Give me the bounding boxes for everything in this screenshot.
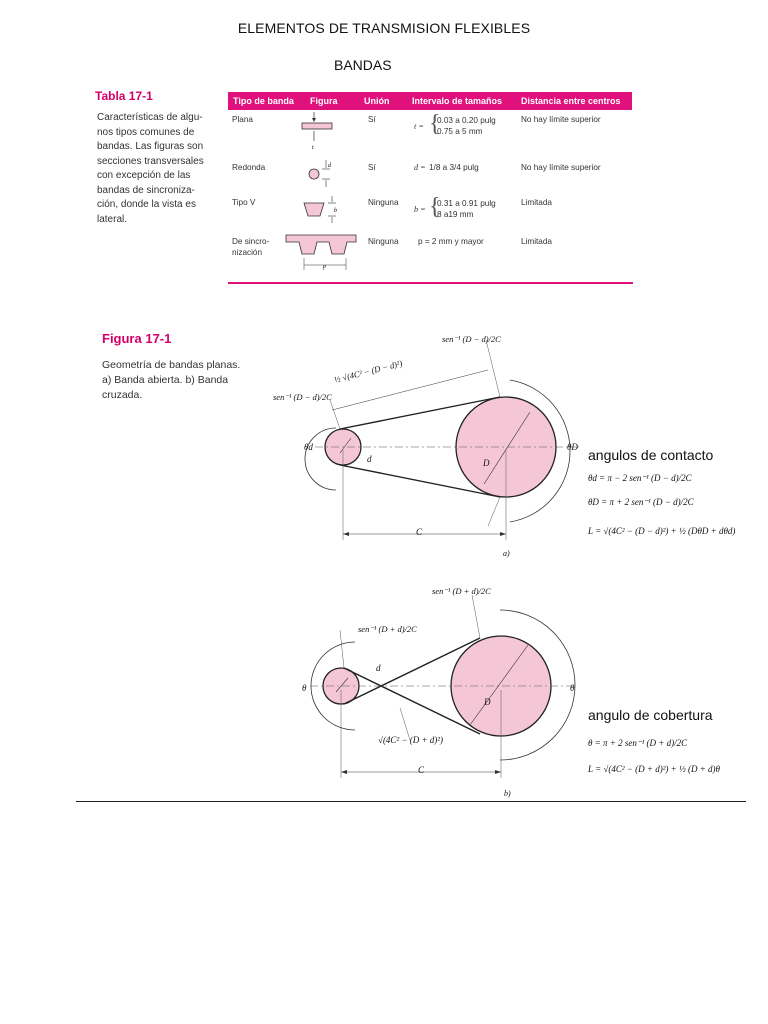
crossed-sub-label: b): [504, 789, 511, 798]
row-redonda-intervalo: 1/8 a 3/4 pulg: [429, 163, 479, 172]
page-title: ELEMENTOS DE TRANSMISION FLEXIBLES: [237, 20, 531, 36]
crossed-dim-left: sen⁻¹ (D + d)/2C: [358, 624, 417, 634]
page-subtitle: BANDAS: [334, 57, 392, 73]
row-plana-distancia: No hay límite superior: [521, 115, 601, 124]
open-dim-left: sen⁻¹ (D − d)/2C: [273, 392, 332, 402]
row-tipov-var: b =: [414, 205, 426, 214]
open-label-C: C: [416, 527, 423, 537]
crossed-label-D: D: [484, 697, 491, 707]
crossed-belt-diagram: [300, 580, 590, 790]
row-redonda-distancia: No hay límite superior: [521, 163, 601, 172]
table-figures: [228, 110, 358, 282]
open-sub-label: a): [503, 549, 510, 558]
timing-belt-figure: [286, 235, 356, 270]
table-header-tipo: Tipo de banda: [233, 96, 294, 106]
figure-caption-title: Figura 17-1: [102, 331, 172, 346]
round-belt-figure: [309, 160, 332, 187]
row-tipov-union: Ninguna: [368, 198, 399, 207]
v-belt-label: b: [334, 208, 337, 214]
row-plana-intervalo-1: 0.03 a 0.20 pulg: [437, 116, 496, 125]
row-sincro-intervalo: p = 2 mm y mayor: [418, 237, 484, 246]
table-header-distancia: Distancia entre centros: [521, 96, 621, 106]
row-tipov-intervalo-2: 8 a19 mm: [437, 210, 474, 219]
crossed-formula-2: L = √(4C² − (D + d)²) + ½ (D + d)θ: [588, 764, 720, 774]
row-plana-var: t =: [414, 122, 424, 131]
row-tipov-tipo: Tipo V: [232, 198, 256, 207]
open-formula-1: θd = π − 2 sen⁻¹ (D − d)/2C: [588, 473, 692, 483]
crossed-theta-right: θ: [570, 683, 575, 693]
timing-belt-label: p: [323, 264, 326, 270]
table-caption-title: Tabla 17-1: [95, 89, 153, 103]
row-plana-tipo: Plana: [232, 115, 253, 124]
open-formula-3: L = √(4C² − (D − d)²) + ½ (DθD + dθd): [588, 526, 736, 536]
crossed-formula-1: θ = π + 2 sen⁻¹ (D + d)/2C: [588, 738, 688, 748]
crossed-dim-length: √(4C² − (D + d)²): [378, 735, 443, 745]
page-bottom-rule: [76, 801, 746, 802]
crossed-label-C: C: [418, 765, 425, 775]
table-caption-text: Características de algu- nos tipos comunes de bandas. Las figuras son secciones transversales con excepción de las bandas de sincroniza- ción, donde la vista es lateral.: [97, 112, 204, 225]
row-plana-intervalo-2: 0.75 a 5 mm: [437, 127, 483, 136]
figure-caption-text: Geometría de bandas planas. a) Banda abierta. b) Banda cruzada.: [102, 359, 241, 401]
open-dim-top: sen⁻¹ (D − d)/2C: [442, 334, 501, 344]
row-redonda-var: d =: [414, 163, 426, 172]
row-tipov-distancia: Limitada: [521, 198, 552, 207]
open-dim-length: ½ √(4C² − (D − d)²): [333, 358, 404, 385]
open-theta-small: θd: [304, 442, 313, 452]
row-tipov-brace: {: [429, 194, 441, 220]
v-belt-figure: [304, 196, 337, 223]
table-header-intervalo: Intervalo de tamaños: [412, 96, 503, 106]
row-sincro-tipo-2: nización: [232, 248, 263, 257]
crossed-theta-left: θ: [302, 683, 307, 693]
row-plana-union: Sí: [368, 115, 376, 124]
row-sincro-union: Ninguna: [368, 237, 399, 246]
table-bottom-rule: [228, 282, 633, 284]
crossed-label-d: d: [376, 663, 381, 673]
row-plana-brace: {: [429, 111, 441, 137]
open-theta-large: θD: [567, 442, 578, 452]
table-header-figura: Figura: [310, 96, 338, 106]
open-formula-2: θD = π + 2 sen⁻¹ (D − d)/2C: [588, 497, 694, 507]
row-tipov-intervalo-1: 0.31 a 0.91 pulg: [437, 199, 496, 208]
crossed-dim-top: sen⁻¹ (D + d)/2C: [432, 586, 491, 596]
flat-belt-figure: [302, 112, 332, 151]
row-redonda-tipo: Redonda: [232, 163, 266, 172]
row-redonda-union: Sí: [368, 163, 376, 172]
flat-belt-label: t: [312, 145, 314, 151]
table-header: [228, 92, 632, 110]
table-header-union: Unión: [364, 96, 390, 106]
row-sincro-tipo-1: De sincro-: [232, 237, 270, 246]
round-belt-label: d: [328, 163, 331, 169]
row-sincro-distancia: Limitada: [521, 237, 552, 246]
crossed-note: angulo de cobertura: [588, 707, 713, 723]
open-note: angulos de contacto: [588, 447, 714, 463]
open-label-D: D: [483, 458, 490, 468]
open-label-d: d: [367, 454, 372, 464]
